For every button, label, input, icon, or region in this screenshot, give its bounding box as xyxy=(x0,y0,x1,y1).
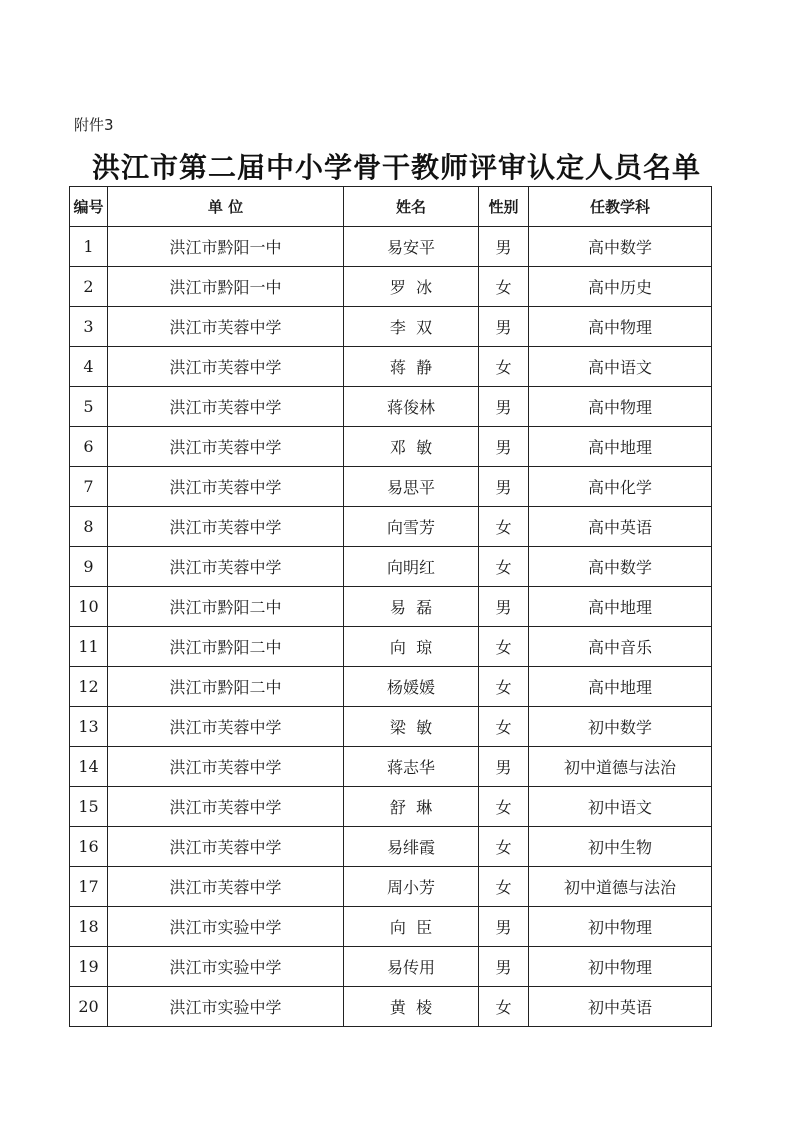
header-unit: 单 位 xyxy=(108,187,344,227)
table-row xyxy=(70,227,712,267)
cell-unit: 洪江市芙蓉中学 xyxy=(108,827,344,867)
header-name: 姓名 xyxy=(344,187,479,227)
cell-unit: 洪江市芙蓉中学 xyxy=(108,707,344,747)
table-row xyxy=(70,787,712,827)
table-row xyxy=(70,747,712,787)
cell-unit: 洪江市芙蓉中学 xyxy=(108,307,344,347)
cell-name: 蒋 静 xyxy=(344,347,479,387)
header-subject: 任教学科 xyxy=(529,187,712,227)
cell-gender: 男 xyxy=(479,427,529,467)
cell-name: 黄 棱 xyxy=(344,987,479,1027)
cell-name: 李 双 xyxy=(344,307,479,347)
cell-subject: 高中地理 xyxy=(529,427,712,467)
cell-number: 16 xyxy=(70,827,108,867)
cell-gender: 女 xyxy=(479,627,529,667)
cell-number: 8 xyxy=(70,507,108,547)
table-header-row xyxy=(70,187,712,227)
table-row xyxy=(70,987,712,1027)
cell-number: 13 xyxy=(70,707,108,747)
cell-subject: 初中英语 xyxy=(529,987,712,1027)
table-row xyxy=(70,627,712,667)
cell-gender: 女 xyxy=(479,787,529,827)
cell-unit: 洪江市芙蓉中学 xyxy=(108,467,344,507)
table-row xyxy=(70,667,712,707)
cell-number: 14 xyxy=(70,747,108,787)
cell-name: 蒋俊林 xyxy=(344,387,479,427)
cell-unit: 洪江市黔阳二中 xyxy=(108,627,344,667)
cell-name: 向 琼 xyxy=(344,627,479,667)
table-row xyxy=(70,907,712,947)
cell-gender: 女 xyxy=(479,827,529,867)
cell-unit: 洪江市芙蓉中学 xyxy=(108,747,344,787)
cell-unit: 洪江市黔阳一中 xyxy=(108,267,344,307)
cell-unit: 洪江市芙蓉中学 xyxy=(108,787,344,827)
cell-subject: 初中语文 xyxy=(529,787,712,827)
cell-unit: 洪江市芙蓉中学 xyxy=(108,427,344,467)
cell-subject: 初中物理 xyxy=(529,907,712,947)
cell-number: 4 xyxy=(70,347,108,387)
cell-gender: 男 xyxy=(479,587,529,627)
cell-subject: 初中数学 xyxy=(529,707,712,747)
cell-unit: 洪江市黔阳一中 xyxy=(108,227,344,267)
cell-number: 19 xyxy=(70,947,108,987)
cell-name: 罗 冰 xyxy=(344,267,479,307)
cell-number: 20 xyxy=(70,987,108,1027)
cell-gender: 男 xyxy=(479,227,529,267)
table-row xyxy=(70,507,712,547)
cell-name: 蒋志华 xyxy=(344,747,479,787)
cell-number: 17 xyxy=(70,867,108,907)
cell-number: 7 xyxy=(70,467,108,507)
table-row xyxy=(70,547,712,587)
cell-unit: 洪江市实验中学 xyxy=(108,987,344,1027)
cell-subject: 初中物理 xyxy=(529,947,712,987)
cell-unit: 洪江市黔阳二中 xyxy=(108,667,344,707)
cell-name: 向 臣 xyxy=(344,907,479,947)
cell-name: 易思平 xyxy=(344,467,479,507)
cell-subject: 高中物理 xyxy=(529,307,712,347)
cell-gender: 女 xyxy=(479,707,529,747)
cell-number: 5 xyxy=(70,387,108,427)
cell-unit: 洪江市芙蓉中学 xyxy=(108,347,344,387)
cell-number: 1 xyxy=(70,227,108,267)
cell-number: 15 xyxy=(70,787,108,827)
cell-name: 易传用 xyxy=(344,947,479,987)
cell-gender: 女 xyxy=(479,867,529,907)
header-gender: 性别 xyxy=(479,187,529,227)
cell-subject: 高中物理 xyxy=(529,387,712,427)
cell-gender: 女 xyxy=(479,547,529,587)
header-number: 编号 xyxy=(70,187,108,227)
cell-unit: 洪江市芙蓉中学 xyxy=(108,547,344,587)
cell-gender: 男 xyxy=(479,387,529,427)
cell-name: 易 磊 xyxy=(344,587,479,627)
cell-name: 邓 敏 xyxy=(344,427,479,467)
cell-gender: 男 xyxy=(479,747,529,787)
cell-subject: 高中音乐 xyxy=(529,627,712,667)
table-row xyxy=(70,707,712,747)
cell-number: 11 xyxy=(70,627,108,667)
cell-name: 向明红 xyxy=(344,547,479,587)
attachment-label: 附件3 xyxy=(74,116,114,134)
table-row xyxy=(70,827,712,867)
cell-subject: 高中地理 xyxy=(529,667,712,707)
cell-unit: 洪江市芙蓉中学 xyxy=(108,507,344,547)
cell-number: 10 xyxy=(70,587,108,627)
cell-unit: 洪江市实验中学 xyxy=(108,947,344,987)
cell-number: 9 xyxy=(70,547,108,587)
cell-gender: 男 xyxy=(479,907,529,947)
cell-name: 梁 敏 xyxy=(344,707,479,747)
cell-gender: 女 xyxy=(479,507,529,547)
cell-subject: 初中生物 xyxy=(529,827,712,867)
cell-gender: 女 xyxy=(479,667,529,707)
cell-name: 易安平 xyxy=(344,227,479,267)
cell-gender: 女 xyxy=(479,987,529,1027)
cell-name: 舒 琳 xyxy=(344,787,479,827)
cell-name: 杨媛媛 xyxy=(344,667,479,707)
table-row xyxy=(70,347,712,387)
cell-subject: 初中道德与法治 xyxy=(529,867,712,907)
table-row xyxy=(70,947,712,987)
table-row xyxy=(70,587,712,627)
cell-gender: 女 xyxy=(479,347,529,387)
cell-number: 18 xyxy=(70,907,108,947)
cell-unit: 洪江市实验中学 xyxy=(108,907,344,947)
cell-gender: 女 xyxy=(479,267,529,307)
cell-name: 向雪芳 xyxy=(344,507,479,547)
table-row xyxy=(70,267,712,307)
cell-number: 12 xyxy=(70,667,108,707)
cell-subject: 高中语文 xyxy=(529,347,712,387)
table-row xyxy=(70,387,712,427)
table-row xyxy=(70,427,712,467)
cell-name: 周小芳 xyxy=(344,867,479,907)
cell-gender: 男 xyxy=(479,307,529,347)
cell-number: 3 xyxy=(70,307,108,347)
cell-subject: 高中数学 xyxy=(529,227,712,267)
table-body xyxy=(70,227,712,1027)
table-row xyxy=(70,867,712,907)
cell-subject: 高中数学 xyxy=(529,547,712,587)
cell-gender: 男 xyxy=(479,467,529,507)
table-row xyxy=(70,467,712,507)
cell-subject: 高中英语 xyxy=(529,507,712,547)
cell-gender: 男 xyxy=(479,947,529,987)
cell-unit: 洪江市芙蓉中学 xyxy=(108,387,344,427)
cell-unit: 洪江市芙蓉中学 xyxy=(108,867,344,907)
page-title: 洪江市第二届中小学骨干教师评审认定人员名单 xyxy=(91,151,701,184)
cell-subject: 高中化学 xyxy=(529,467,712,507)
cell-number: 2 xyxy=(70,267,108,307)
cell-number: 6 xyxy=(70,427,108,467)
teacher-roster-table xyxy=(69,186,712,1027)
cell-subject: 高中地理 xyxy=(529,587,712,627)
cell-subject: 高中历史 xyxy=(529,267,712,307)
cell-unit: 洪江市黔阳二中 xyxy=(108,587,344,627)
table-row xyxy=(70,307,712,347)
cell-name: 易绯霞 xyxy=(344,827,479,867)
cell-subject: 初中道德与法治 xyxy=(529,747,712,787)
